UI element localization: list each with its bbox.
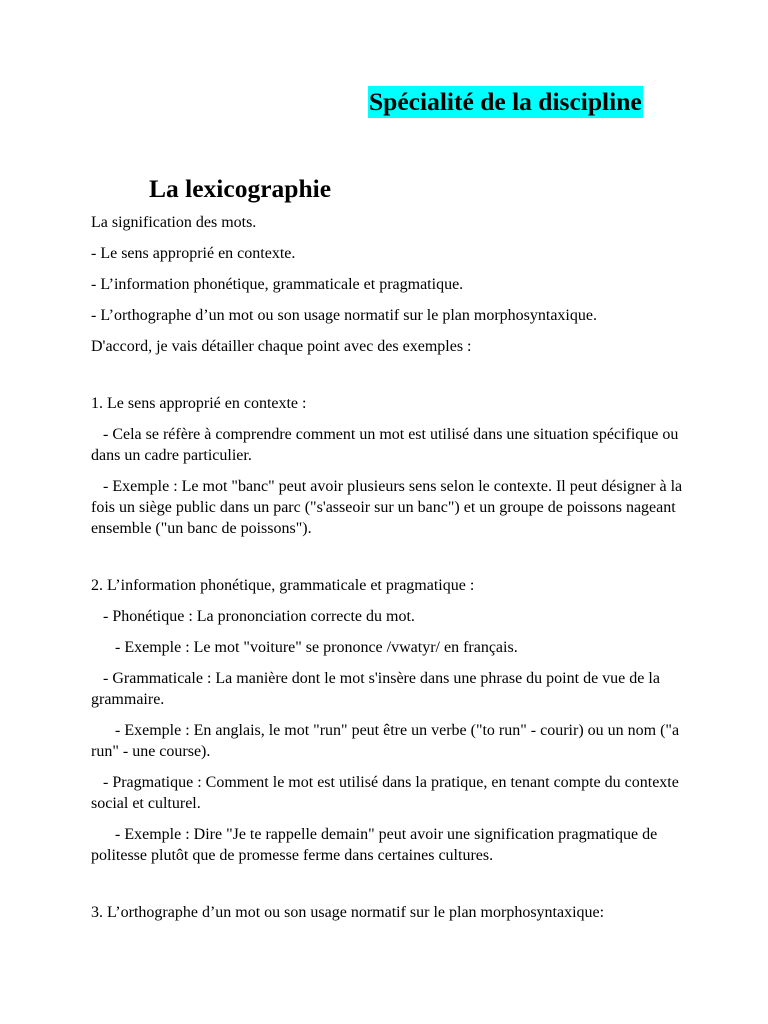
section-3-title: 3. L’orthographe d’un mot ou son usage normatif sur le plan morphosyntaxique: bbox=[91, 904, 605, 921]
section-1-paragraph: - Cela se réfère à comprendre comment un mot est utilisé dans une situation spécifique ou dans un cadre particulier. bbox=[91, 426, 679, 464]
spacer bbox=[91, 549, 691, 575]
section-1-title: 1. Le sens approprié en contexte : bbox=[91, 395, 307, 412]
section-2-phonetics: - Phonétique : La prononciation correcte du mot. bbox=[103, 608, 415, 625]
spacer bbox=[91, 876, 691, 902]
intro-line: La signification des mots. bbox=[91, 214, 257, 231]
section-2-grammar-example: - Exemple : En anglais, le mot "run" peut être un verbe ("to run" - courir) ou un nom ("a run" - une course). bbox=[91, 722, 680, 760]
section-2-grammar: - Grammaticale : La manière dont le mot s'insère dans une phrase du point de vue de la grammaire. bbox=[91, 670, 660, 708]
intro-line: - Le sens approprié en contexte. bbox=[91, 245, 296, 262]
intro-line: D'accord, je vais détailler chaque point avec des exemples : bbox=[91, 338, 472, 355]
main-heading: La lexicographie bbox=[149, 174, 332, 203]
highlighted-title: Spécialité de la discipline bbox=[369, 87, 642, 116]
section-2-pragmatics-example: - Exemple : Dire "Je te rappelle demain" peut avoir une signification pragmatique de politesse plutôt que de promesse ferme dans certaines cultures. bbox=[91, 826, 658, 864]
document-body bbox=[91, 212, 691, 933]
section-1-example: - Exemple : Le mot "banc" peut avoir plusieurs sens selon le contexte. Il peut désigner à la fois un siège public dans un parc ("s'asseoir sur un banc") et un groupe de poissons nageant ensemble ("un banc de poissons"). bbox=[91, 478, 683, 537]
section-2-phonetics-example: - Exemple : Le mot "voiture" se prononce /vwatyr/ en français. bbox=[115, 639, 518, 656]
spacer bbox=[91, 367, 691, 393]
intro-line: - L’orthographe d’un mot ou son usage normatif sur le plan morphosyntaxique. bbox=[91, 307, 597, 324]
intro-line: - L’information phonétique, grammaticale et pragmatique. bbox=[91, 276, 464, 293]
section-2-title: 2. L’information phonétique, grammaticale et pragmatique : bbox=[91, 577, 475, 594]
section-2-pragmatics: - Pragmatique : Comment le mot est utilisé dans la pratique, en tenant compte du contexte social et culturel. bbox=[91, 774, 679, 812]
